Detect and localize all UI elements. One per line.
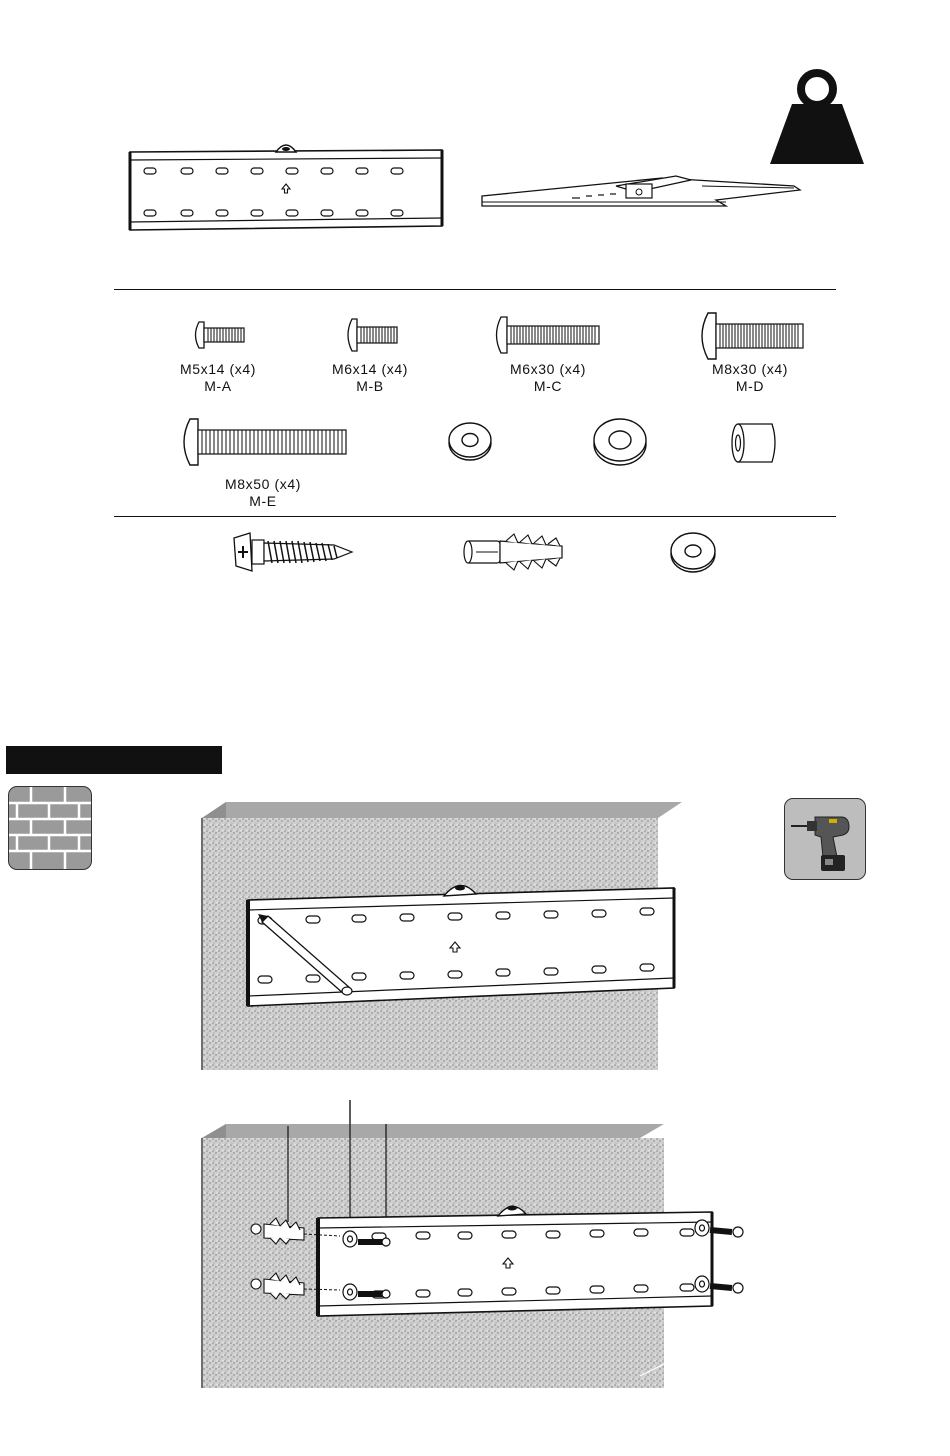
screw-m-a-size: M5x14 (x4): [179, 361, 257, 377]
screw-m-e-code: M-E: [249, 493, 277, 509]
screw-m-d-icon: [694, 310, 806, 362]
small-washer-icon: [446, 420, 494, 464]
step-header-bar: [6, 746, 222, 774]
weight-icon: [768, 68, 866, 168]
screw-m-b-icon: [342, 316, 400, 354]
screw-m-d-size: M8x30 (x4): [711, 361, 789, 377]
section-divider-2: [114, 516, 836, 517]
wall-marking-illustration: [200, 800, 682, 1072]
wall-plate-illustration: [126, 140, 448, 236]
brick-wall-icon: [8, 786, 92, 870]
screw-m-e-icon: [176, 416, 350, 468]
spacer-icon: [728, 420, 780, 466]
tv-bracket-arm-illustration: [476, 166, 808, 218]
screw-m-c-icon: [490, 314, 602, 356]
screw-m-c-code: M-C: [533, 378, 563, 394]
anchor-washer-icon: [668, 530, 718, 574]
screw-m-b-code: M-B: [356, 378, 384, 394]
screw-m-b-size: M6x14 (x4): [331, 361, 409, 377]
wall-fixing-illustration: [200, 1096, 756, 1390]
screw-m-e-size: M8x50 (x4): [224, 476, 302, 492]
lag-bolt-icon: [230, 530, 356, 574]
screw-m-a-code: M-A: [204, 378, 232, 394]
screw-m-c-size: M6x30 (x4): [509, 361, 587, 377]
screw-m-a-icon: [190, 318, 246, 352]
section-divider-1: [114, 289, 836, 290]
screw-m-d-code: M-D: [735, 378, 765, 394]
drill-icon: [784, 798, 866, 880]
wall-anchor-icon: [462, 532, 566, 572]
large-washer-icon: [590, 416, 650, 468]
